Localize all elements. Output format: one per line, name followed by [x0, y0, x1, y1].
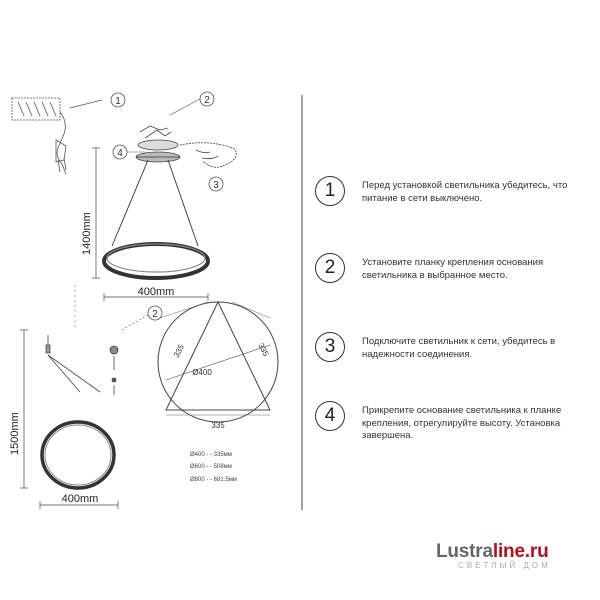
callout-3 — [209, 177, 223, 191]
callout-2-label: 2 — [204, 95, 210, 106]
ring-diameter: Ø400 — [192, 368, 212, 377]
logo-subtitle: СВЕТЛЫЙ ДОМ — [458, 561, 551, 570]
step-text-3: Подключите светильник к сети, убедитесь в надежности соединения. — [362, 336, 556, 360]
hanger-detail — [110, 346, 118, 395]
ring-luminaire-side — [42, 335, 114, 488]
step-text-4: Прикрепите основание светильника к планке крепления, отрегулируйте высоту. Установка завершена. — [362, 405, 562, 441]
size-table-row-1: Ø400 - - 335мм — [190, 452, 232, 458]
step-number-1: 1 — [315, 176, 345, 206]
callout-2 — [170, 92, 214, 115]
ring-luminaire-top — [104, 244, 208, 278]
callout-2-bottom — [122, 306, 162, 330]
ceiling-mount-sketch — [12, 98, 102, 174]
step-2 — [315, 253, 595, 293]
callout-4-label: 4 — [117, 148, 123, 159]
step-number-2: 2 — [315, 253, 345, 283]
step-1 — [315, 176, 595, 216]
step-4 — [315, 401, 595, 441]
step-3 — [315, 332, 595, 372]
step-text-1: Перед установкой светильника убедитесь, что питание в сети выключено. — [362, 180, 568, 204]
suspension-cables-top — [112, 160, 198, 246]
ring-triangle-scheme — [158, 302, 278, 422]
step-number-3: 3 — [315, 332, 345, 362]
callout-1-label: 1 — [115, 96, 121, 107]
size-table-row-3: Ø800 - - 681.5мм — [190, 477, 237, 483]
callout-2-bottom-label: 2 — [152, 309, 158, 320]
logo-text-lustra: Lustra — [436, 541, 493, 562]
size-table-row-2: Ø600 - - 508мм — [190, 464, 232, 470]
width-top-label: 400mm — [137, 286, 175, 298]
callout-1 — [111, 93, 125, 107]
step-number-4: 4 — [315, 401, 345, 431]
height-top-label: 1400mm — [81, 212, 93, 255]
triangle-side-right: 335 — [256, 341, 271, 358]
height-left-label: 1500mm — [9, 412, 21, 455]
width-left-label: 400mm — [61, 493, 99, 505]
dimension-height-left — [20, 330, 28, 488]
lustraline-logo — [436, 541, 586, 570]
dimension-height-top — [92, 148, 100, 278]
triangle-side-bottom: 335 — [211, 421, 225, 430]
callout-3-label: 3 — [213, 180, 219, 191]
canopy — [136, 126, 236, 167]
logo-text-line: line.ru — [492, 541, 549, 562]
triangle-side-left: 335 — [171, 342, 187, 359]
step-text-2: Установите планку крепления основания светильника в выбранное место. — [362, 257, 544, 281]
